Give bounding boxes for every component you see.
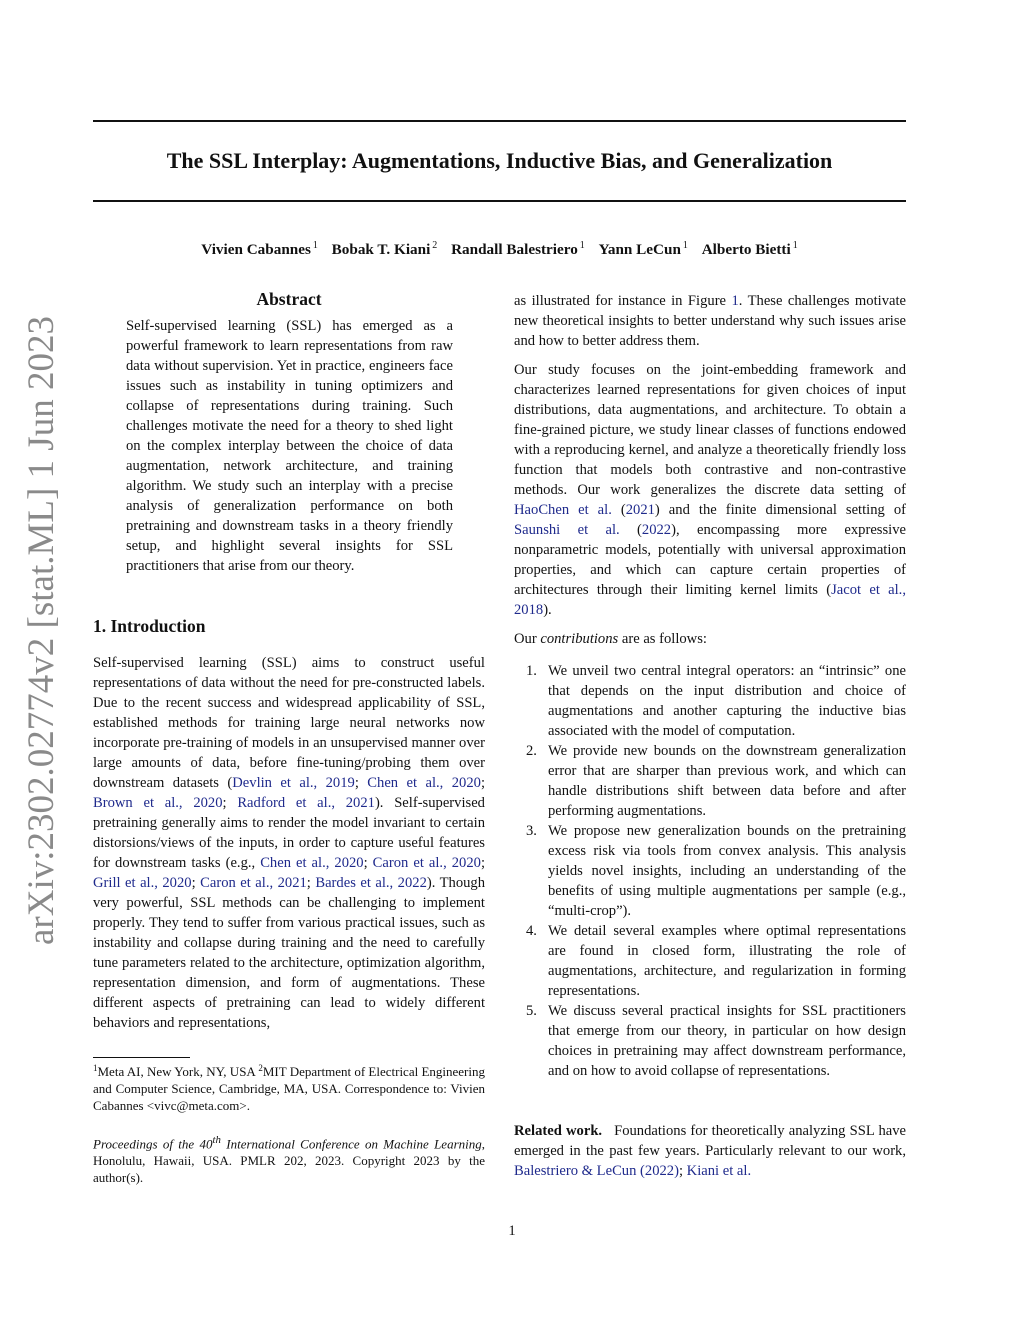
citation-link[interactable]: Caron et al., 2021 <box>200 875 307 891</box>
author: Randall Balestriero $^1$ <box>451 240 585 258</box>
contributions-list <box>514 661 906 1081</box>
author: Yann LeCun $^1$ <box>598 240 688 258</box>
intro-paragraph: as illustrated for instance in Figure 1. These challenges motivate new theoretical insights to better understand why such issues arise and how to better address them. <box>514 293 906 349</box>
abstract-text: Self-supervised learning (SSL) has emerged as a powerful framework to learn representations from raw data without supervision. Yet in practice, engineers face issues such as instability in tuning optimizers and collapse of representations during training. Such challenges motivate the need for a theory to shed light on the complex interplay between the choice of data augmentation, network architecture, and training algorithm. We study such an interplay with a precise analysis of generalization performance on both pretraining and downstream tasks in a theory friendly setup, and highlight several insights for SSL practitioners that arise from our theory. <box>126 318 453 574</box>
left-column <box>93 288 485 1199</box>
citation-link[interactable]: Chen et al., 2020 <box>367 775 481 791</box>
list-item: 4. We detail several examples where optimal representations are found in closed form, illustrating the role of augmentations, architecture, and regularization in forming representations. <box>526 923 906 999</box>
list-item: 1. We unveil two central integral operators: an “intrinsic” one that depends on the input distribution and choice of augmentations and another capturing the inductive bias associated with the model of computation. <box>526 663 906 739</box>
proceedings-note: Proceedings of the 40th International Conference on Machine Learning, Honolulu, Hawaii, USA. PMLR 202, 2023. Copyright 2023 by the author(s). <box>93 1134 485 1186</box>
citation-link[interactable]: 2022 <box>641 522 672 538</box>
citation-link[interactable]: Brown et al., 2020 <box>93 795 223 811</box>
contributions-intro: Our contributions are as follows: <box>514 631 707 647</box>
page-number: 1 <box>508 1223 516 1239</box>
related-work-heading: Related work. <box>514 1123 603 1139</box>
citation-link[interactable]: Grill et al., 2020 <box>93 875 192 891</box>
list-item: 2. We provide new bounds on the downstream generalization error that are sharper than previous work, and which can handle distributions shift between data before and after performing augmentations. <box>526 743 906 819</box>
list-item: 5. We discuss several practical insights for SSL practitioners that emerge from our theory, in particular on how design choices in pretraining may affect downstream performance, and on how to avoid collapse of representations. <box>526 1003 906 1079</box>
author: Bobak T. Kiani $^2$ <box>331 240 438 258</box>
list-item: 3. We propose new generalization bounds on the pretraining excess risk via tools from convex analysis. This analysis yields novel insights, including an understanding of the benefits of using multiple augmentations per sample (e.g., “multi-crop”). <box>526 823 906 919</box>
abstract-heading: Abstract <box>256 289 322 309</box>
citation-link[interactable]: Chen et al., 2020 <box>260 855 364 871</box>
citation-link[interactable]: HaoChen et al. <box>514 502 612 518</box>
intro-paragraph: Our study focuses on the joint-embedding framework and characterizes learned representations for given choices of input distributions, data augmentations, and architecture. To obtain a fine-grained picture, we study linear classes of functions endowed with a reproducing kernel, and analyze a theoretically friendly loss function that models both contrastive and non-contrastive methods. Our work generalizes the discrete data setting of HaoChen et al. (2021) and the finite dimensional setting of Saunshi et al. (2022), encompassing more expressive nonparametric models, potentially with universal approximation properties, and which can capture certain properties of architectures through their limiting kernel limits (Jacot et al., 2018). <box>514 362 906 618</box>
affiliation-footnote: $^1$Meta AI, New York, NY, USA $^2$MIT Department of Electrical Engineering and Computer Science, Cambridge, MA, USA. Correspondence to: Vivien Cabannes <vivc@meta.com>. <box>93 1063 485 1113</box>
footnote-rule <box>93 1057 190 1058</box>
citation-link[interactable]: Kiani et al. <box>686 1163 752 1179</box>
intro-paragraph: Self-supervised learning (SSL) aims to construct useful representations of data without the need for pre-constructed labels. Due to the recent success and widespread applicability of SSL, established methods for training large neural networks now incorporate pre-training of models in an unsupervised manner over large amounts of data, before fine-tuning/probing them over downstream datasets (Devlin et al., 2019; Chen et al., 2020; Brown et al., 2020; Radford et al., 2021). Self-supervised pretraining generally aims to render the model invariant to certain distorsions/views of the inputs, in order to capture useful features for downstream tasks (e.g., Chen et al., 2020; Caron et al., 2020; Grill et al., 2020; Caron et al., 2021; Bardes et al., 2022). Though very powerful, SSL methods can be challenging to implement properly. They tend to suffer from various practical issues, such as instability and collapse during training and the need to carefully tune parameters related to the architecture, optimization algorithm, representation dimension, and form of augmentations. These different aspects of pretraining can lead to widely different behaviors and representations, <box>93 655 486 1031</box>
citation-link[interactable]: Caron et al., 2020 <box>372 855 481 871</box>
figure-link[interactable]: 1 <box>731 293 739 309</box>
section-heading-introduction: 1. Introduction <box>93 616 206 636</box>
citation-link[interactable]: Radford et al., 2021 <box>237 795 375 811</box>
citation-link[interactable]: Jacot et al., 2018 <box>514 582 906 618</box>
author: Vivien Cabannes $^1$ <box>201 240 318 258</box>
author: Alberto Bietti $^1$ <box>701 240 798 258</box>
paper-title: The SSL Interplay: Augmentations, Inductive Bias, and Generalization <box>166 148 833 173</box>
arxiv-identifier: arXiv:2302.02774v2 [stat.ML] 1 Jun 2023 <box>21 316 62 945</box>
right-column <box>514 291 906 1181</box>
citation-link[interactable]: Balestriero & LeCun (2022) <box>514 1163 679 1179</box>
citation-link[interactable]: 2021 <box>625 502 655 518</box>
title-bottom-rule <box>93 200 906 202</box>
author-list <box>93 236 906 260</box>
citation-link[interactable]: Saunshi et al. <box>514 522 620 538</box>
related-work-paragraph: Related work. Foundations for theoretically analyzing SSL have emerged in the past few years. Particularly relevant to our work, Balestriero & LeCun (2022); Kiani et al. <box>514 1123 906 1179</box>
citation-link[interactable]: Devlin et al., 2019 <box>232 775 355 791</box>
citation-link[interactable]: Bardes et al., 2022 <box>315 875 427 891</box>
title-top-rule <box>93 120 906 122</box>
